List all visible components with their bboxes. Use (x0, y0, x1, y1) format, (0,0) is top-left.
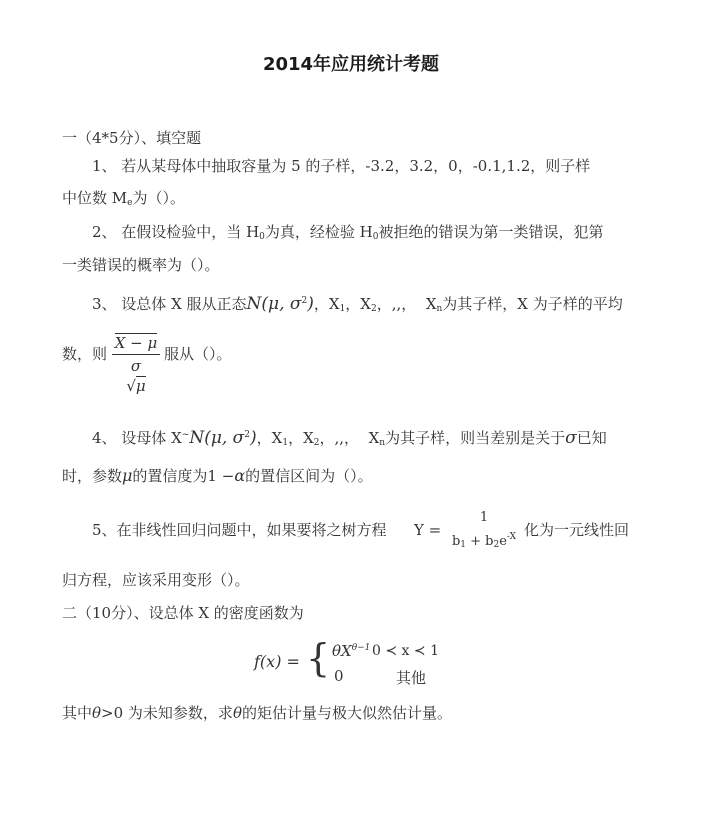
section1-heading: 一（4*5分）、填空题 (62, 129, 202, 147)
q4-text-e: 时，参数 (62, 467, 123, 485)
q2-sub1: 0 (372, 232, 379, 242)
q5-den-exp: -X (506, 532, 517, 542)
q2-text-c: 被拒绝的错误为第一类错误，犯第 (378, 223, 604, 241)
q3-c1: ，X (345, 295, 371, 313)
last-text-b: >0 为未知参数，求 (101, 704, 233, 722)
q1-line1: 1、 若从某母体中抽取容量为 5 的子样，-3.2，3.2，0，-0.1,1.2，则子样 (92, 157, 591, 175)
q3-line2-a: 数，则 (62, 345, 108, 363)
q3-frac-root-mu: μ (135, 377, 146, 395)
q2-line1 (92, 222, 604, 247)
q3-normal-sup: 2 (301, 296, 308, 306)
q2-text-a: 2、 在假设检验中，当 H (92, 223, 260, 241)
q3-text-a: 3、 设总体 X 服从正态 (92, 295, 247, 313)
q5-eq-lhs: Y = (414, 521, 442, 539)
q5-frac-numerator: 1 (479, 510, 489, 525)
q4-s2: 2 (313, 438, 320, 448)
q2-text-b: 为真，经检验 H (264, 223, 373, 241)
density-case1-cond: 0 ≺ x ≺ 1 (372, 643, 439, 659)
last-text-c: 的矩估计量与极大似然估计量。 (241, 704, 452, 722)
case1-sup: θ−1 (351, 643, 371, 653)
section2-last-line (62, 703, 452, 723)
q4-text-d: 已知 (576, 429, 607, 447)
q5-den-s1: 1 (460, 540, 466, 550)
q3-line1 (92, 291, 623, 319)
q1-line2-text: 中位数 M (62, 189, 128, 207)
q4-c1: ，X (288, 429, 314, 447)
q3-s1: 1 (339, 304, 346, 314)
q4-normal-sup: 2 (244, 430, 251, 440)
density-fx-label: f(x) = (254, 652, 300, 671)
density-brace: { (306, 636, 331, 680)
q5-fraction (448, 510, 520, 550)
q5-frac-bar (448, 528, 520, 529)
q4-alpha: α (234, 466, 246, 485)
q3-c2: ，,,， (376, 295, 417, 313)
q3-frac-num-text: X − μ (114, 334, 158, 352)
q5-den-b1: b (451, 534, 461, 549)
density-case1 (332, 642, 370, 660)
q4-normal-end: ) (250, 428, 257, 448)
q4-xn: X (368, 429, 380, 447)
q3-fraction (112, 334, 160, 395)
q5-den-e: e (499, 534, 507, 549)
q4-sigma: σ (565, 428, 577, 448)
q3-frac-numerator (112, 334, 160, 352)
q4-text-g: 的置信区间为（）。 (245, 467, 373, 485)
q4-text-f: 的置信度为1 − (132, 467, 235, 485)
case1-expr: θX (332, 642, 352, 660)
q4-mu: μ (122, 466, 133, 485)
q4-text-b: ，X (256, 429, 283, 447)
section2-heading: 二（10分）、设总体 X 的密度函数为 (62, 604, 304, 622)
q1-line2 (62, 188, 185, 213)
q5-frac-denominator (448, 532, 520, 550)
q5-line2: 归方程，应该采用变形（）。 (62, 571, 250, 589)
q4-text-a: 4、 设母体 X (92, 429, 182, 447)
q3-text-c: 为其子样，X 为子样的平均 (442, 295, 623, 313)
density-case2-expr: 0 (334, 667, 344, 685)
q3-frac-bar (112, 354, 160, 355)
q4-normal: N(μ, σ (189, 428, 245, 448)
q1-line2-sub: e (127, 198, 133, 208)
q3-normal: N(μ, σ (246, 294, 302, 314)
q3-line2-b: 服从（）。 (164, 345, 232, 363)
q3-sn: n (436, 304, 443, 314)
q5-line1-b: 化为一元线性回 (524, 521, 630, 539)
density-fx (254, 652, 300, 671)
q4-s1: 1 (282, 438, 289, 448)
q5-den-plus: + b (466, 534, 494, 549)
q4-text-c: 为其子样，则当差别是关于 (385, 429, 566, 447)
q1-line2-end: 为（）。 (132, 189, 185, 207)
q4-line2 (62, 466, 373, 486)
q3-frac-den-sigma: σ (130, 357, 142, 375)
q4-tilde: ~ (181, 430, 190, 440)
last-theta1: θ (92, 704, 102, 722)
q2-line2: 一类错误的概率为（）。 (62, 256, 220, 274)
q3-xn: X (425, 295, 437, 313)
last-text-a: 其中 (62, 704, 93, 722)
q3-text-b: ，X (313, 295, 340, 313)
q2-sub0: 0 (259, 232, 265, 242)
q3-normal-end: ) (307, 294, 314, 314)
page-title: 2014年应用统计考题 (262, 54, 440, 75)
q4-sn: n (379, 438, 386, 448)
q5-line1-a: 5、在非线性回归问题中，如果要将之树方程 (92, 521, 387, 539)
q3-s2: 2 (370, 304, 377, 314)
q4-c2: ，,,， (319, 429, 360, 447)
q5-den-s2: 2 (493, 540, 500, 550)
q4-line1 (92, 425, 607, 453)
last-theta2: θ (232, 704, 242, 722)
density-case2-cond: 其他 (396, 669, 427, 687)
q3-frac-den-root: √μ (126, 377, 146, 395)
